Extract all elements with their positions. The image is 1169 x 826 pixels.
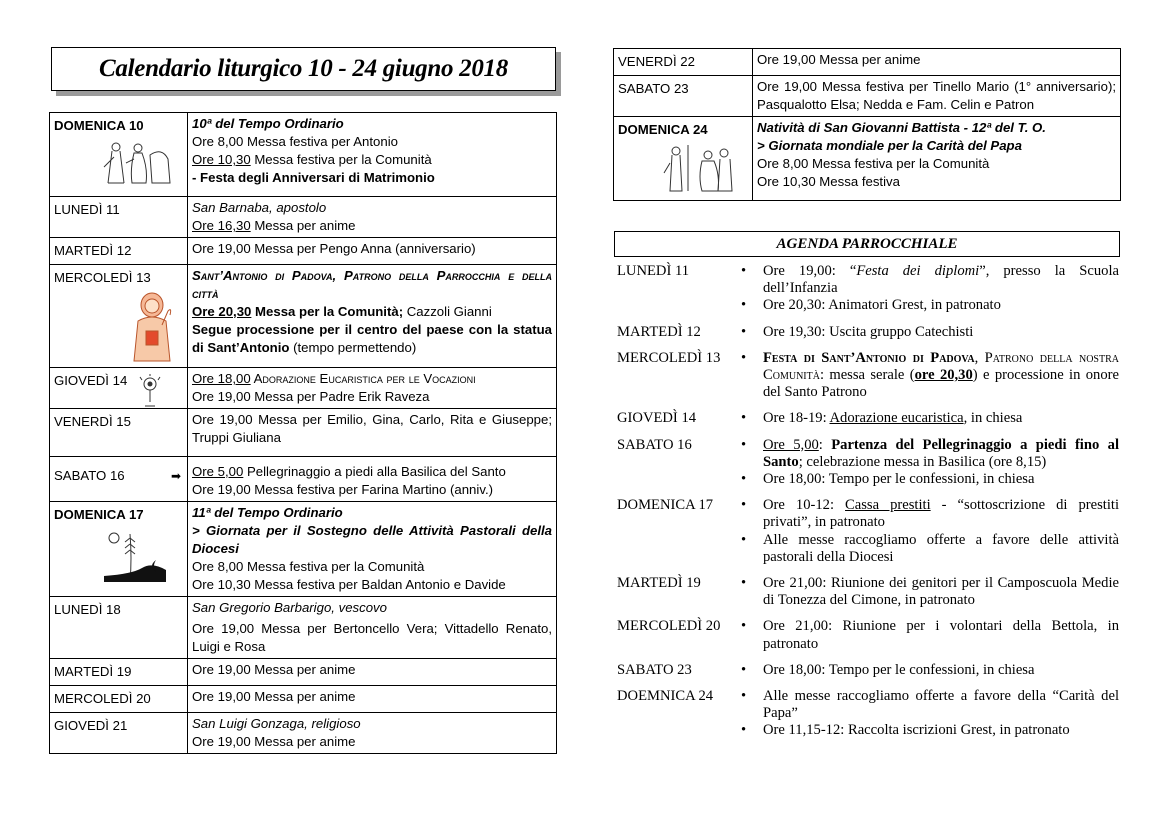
liturgy-title: 10ª del Tempo Ordinario: [192, 116, 344, 131]
liturgy-title: 11ª del Tempo Ordinario: [192, 505, 343, 520]
agenda-heading: AGENDA PARROCCHIALE: [614, 231, 1120, 257]
day-label: LUNEDÌ 11: [54, 202, 120, 217]
day-label: DOMENICA 24: [618, 122, 708, 137]
table-row: [50, 368, 557, 409]
agenda-day: GIOVEDÌ 14: [617, 410, 697, 427]
wedding-illustration-icon: [94, 139, 174, 187]
mass-line: Ore 20,30 Messa per la Comunità; Cazzoli Gianni: [192, 304, 492, 319]
table-row: [50, 265, 557, 368]
john-baptist-illustration-icon: [658, 143, 736, 193]
mass-line: Ore 10,30 Messa festiva per Baldan Antonio e Davide: [192, 577, 506, 592]
mass-line: Ore 19,00 Messa festiva per Farina Martino (anniv.): [192, 482, 493, 497]
pilgrimage-line: Ore 5,00 Pellegrinaggio a piedi alla Basilica del Santo: [192, 464, 506, 479]
mass-line: Ore 8,00 Messa festiva per la Comunità: [757, 156, 990, 171]
day-label: VENERDÌ 15: [54, 414, 131, 429]
table-row: [50, 686, 557, 713]
day-label: VENERDÌ 22: [618, 54, 695, 69]
adoration-line: Ore 18,00 Adorazione Eucaristica per le Vocazioni: [192, 371, 476, 386]
saint-line: San Barnaba, apostolo: [192, 200, 327, 215]
saint-line: San Luigi Gonzaga, religioso: [192, 716, 361, 731]
mass-line: Ore 10,30 Messa festiva: [757, 174, 900, 189]
time-label: Ore 10,30: [192, 152, 251, 167]
table-row: [50, 502, 557, 597]
mass-line: Ore 8,00 Messa festiva per Antonio: [192, 134, 398, 149]
table-row: [50, 113, 557, 197]
mass-line: Ore 19,00 Messa per Pengo Anna (anniversario): [192, 241, 476, 256]
calendar-table-right: [613, 48, 1121, 201]
mass-line: Ore 19,00 Messa festiva per Tinello Mario (1° anniversario); Pasqualotto Elsa; Nedda e Fam. Celin e Patron: [757, 79, 1116, 112]
feast-title: Sant’Antonio di Padova, Patrono della Parrocchia e della città: [192, 268, 552, 301]
agenda-day: DOMENICA 17: [617, 497, 714, 514]
agenda-row: [617, 263, 1119, 315]
note-line: Segue processione per il centro del paese con la statua di Sant’Antonio (tempo permettendo): [192, 322, 552, 355]
table-row: [50, 659, 557, 686]
table-row: [50, 597, 557, 659]
day-label: SABATO 16: [54, 468, 125, 483]
table-row: [614, 76, 1121, 117]
agenda-list: [617, 263, 1119, 749]
note-line: - Festa degli Anniversari di Matrimonio: [192, 170, 435, 185]
agenda-day: DOEMNICA 24: [617, 688, 714, 705]
day-label: MERCOLEDÌ 13: [54, 270, 151, 285]
table-row: [614, 49, 1121, 76]
agenda-item: • Alle messe raccogliamo offerte a favore delle attività pastorali della Diocesi: [739, 532, 1119, 566]
saint-anthony-illustration-icon: [122, 291, 182, 363]
wheat-moon-illustration-icon: [94, 528, 170, 584]
agenda-day: SABATO 16: [617, 436, 692, 453]
mass-line: Ore 16,30 Messa per anime: [192, 218, 356, 233]
table-row: [50, 409, 557, 457]
mass-line: Ore 19,00 Messa per anime: [192, 662, 356, 677]
agenda-item: • Alle messe raccogliamo offerte a favore della “Carità del Papa”: [739, 688, 1119, 722]
agenda-row: [617, 324, 1119, 341]
agenda-row: [617, 688, 1119, 740]
agenda-item: • Ore 21,00: Riunione per i volontari della Bettola, in patronato: [739, 618, 1119, 652]
table-row: [50, 713, 557, 754]
agenda-day: LUNEDÌ 11: [617, 263, 690, 279]
agenda-item: • Ore 10-12: Cassa prestiti - “sottoscrizione di prestiti privati”, in patronato: [739, 497, 1119, 531]
agenda-item: • Ore 11,15-12: Raccolta iscrizioni Grest, in patronato: [739, 722, 1119, 739]
agenda-item: • Ore 18,00: Tempo per le confessioni, in chiesa: [739, 662, 1119, 679]
table-row: [614, 117, 1121, 201]
table-row: [50, 457, 557, 502]
table-row: [50, 238, 557, 265]
saint-line: San Gregorio Barbarigo, vescovo: [192, 600, 387, 615]
agenda-row: [617, 350, 1119, 402]
day-label: DOMENICA 10: [54, 118, 144, 133]
agenda-item: • Ore 19,30: Uscita gruppo Catechisti: [739, 324, 1119, 341]
agenda-day: SABATO 23: [617, 661, 692, 678]
mass-line: Ore 8,00 Messa festiva per la Comunità: [192, 559, 425, 574]
mass-line: Ore 19,00 Messa per Bertoncello Vera; Vittadello Renato, Luigi e Rosa: [192, 621, 552, 654]
agenda-row: [617, 575, 1119, 609]
agenda-row: [617, 497, 1119, 566]
day-note: > Giornata mondiale per la Carità del Papa: [757, 138, 1022, 153]
day-label: DOMENICA 17: [54, 507, 144, 522]
agenda-item: • Ore 19,00: “Festa dei diplomi”, presso la Scuola dell’Infanzia: [739, 263, 1119, 297]
table-row: [50, 197, 557, 238]
mass-line: Ore 19,00 Messa per anime: [757, 52, 921, 67]
day-label: SABATO 23: [618, 81, 689, 96]
agenda-item: • Festa di Sant’Antonio di Padova, Patrono della nostra Comunità: messa serale (ore 20,30) e processione in onore del Santo Patrono: [739, 350, 1119, 402]
agenda-row: [617, 410, 1119, 427]
monstrance-icon: [139, 374, 161, 408]
day-note: > Giornata per il Sostegno delle Attività Pastorali della Diocesi: [192, 523, 552, 556]
agenda-item: • Ore 18,00: Tempo per le confessioni, in chiesa: [739, 471, 1119, 488]
mass-line: Ore 19,00 Messa per Emilio, Gina, Carlo, Rita e Giuseppe; Truppi Giuliana: [192, 412, 552, 445]
day-label: MARTEDÌ 12: [54, 243, 132, 258]
agenda-item: • Ore 21,00: Riunione dei genitori per il Camposcuola Medie di Tonezza del Cimone, in patronato: [739, 575, 1119, 609]
agenda-row: [617, 437, 1119, 489]
mass-line: Ore 19,00 Messa per anime: [192, 734, 356, 749]
agenda-day: MARTEDÌ 12: [617, 323, 701, 340]
agenda-day: MARTEDÌ 19: [617, 575, 701, 592]
mass-line: Ore 19,00 Messa per Padre Erik Raveza: [192, 389, 430, 404]
agenda-day: MERCOLEDÌ 13: [617, 349, 721, 366]
agenda-day: MERCOLEDÌ 20: [617, 618, 721, 635]
day-label: GIOVEDÌ 21: [54, 718, 128, 733]
calendar-table-left: [49, 112, 557, 754]
agenda-item: • Ore 5,00: Partenza del Pellegrinaggio a piedi fino al Santo; celebrazione messa in Basilica (ore 8,15): [739, 437, 1119, 471]
day-label: MARTEDÌ 19: [54, 664, 132, 679]
page-title: Calendario liturgico 10 - 24 giugno 2018: [99, 55, 508, 82]
agenda-row: [617, 618, 1119, 652]
day-label: MERCOLEDÌ 20: [54, 691, 151, 706]
feast-title: Natività di San Giovanni Battista - 12ª del T. O.: [757, 120, 1046, 135]
agenda-row: [617, 662, 1119, 679]
arrow-right-icon: ➡: [170, 469, 181, 483]
mass-line: Ore 19,00 Messa per anime: [192, 689, 356, 704]
mass-line: Ore 10,30 Messa festiva per la Comunità: [192, 152, 432, 167]
agenda-item: • Ore 18-19: Adorazione eucaristica, in chiesa: [739, 410, 1119, 427]
day-label: LUNEDÌ 18: [54, 602, 121, 617]
day-label: GIOVEDÌ 14: [54, 373, 128, 388]
title-box: [51, 47, 556, 91]
agenda-item: • Ore 20,30: Animatori Grest, in patronato: [739, 297, 1119, 314]
